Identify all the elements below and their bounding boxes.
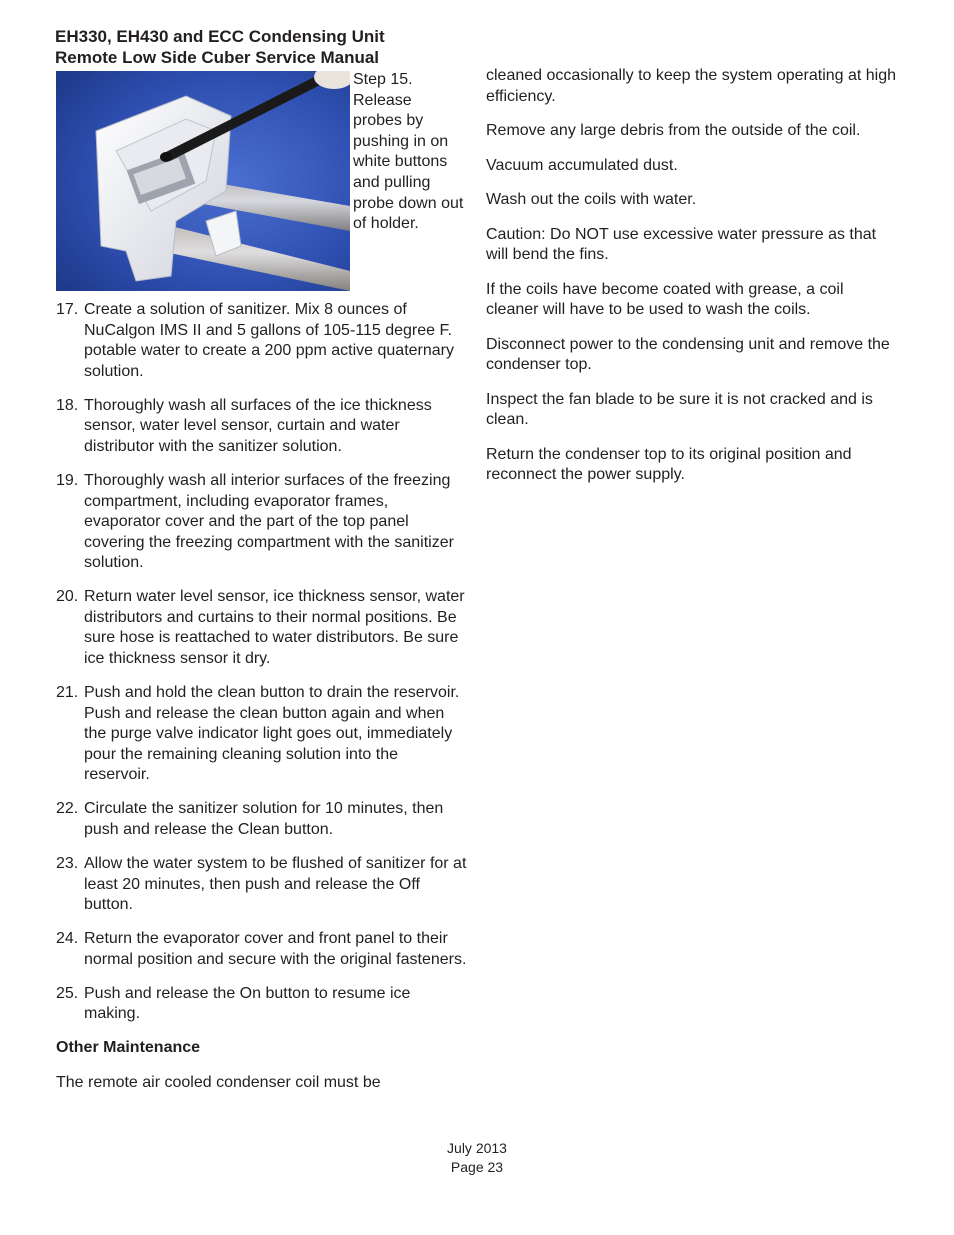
document-header [55,26,475,68]
maintenance-paragraph: Inspect the fan blade to be sure it is not cracked and is clean. [486,390,873,429]
maintenance-paragraph: Return the condenser top to its original position and reconnect the power supply. [486,445,852,484]
step-text: Return water level sensor, ice thickness sensor, water distributors and curtains to their normal positions. Be sure hose is reattached to water distributors. Be sure ice thickness sensor it dry. [84,588,465,668]
maintenance-paragraph: Remove any large debris from the outside of the coil. [486,122,861,140]
footer-date: July 2013 [447,1140,507,1156]
step-number: 19. [56,471,79,489]
maintenance-paragraph: Caution: Do NOT use excessive water pressure as that will bend the fins. [486,225,877,264]
step-item [56,396,468,458]
probe-holder-photo [56,71,350,291]
step-number: 17. [56,301,79,318]
step-text: Thoroughly wash all surfaces of the ice thickness sensor, water level sensor, curtain and water distributor with the sanitizer solution. [84,396,432,455]
maintenance-paragraph: Wash out the coils with water. [486,191,697,209]
other-maintenance-intro: The remote air cooled condenser coil must be [56,1073,381,1091]
step-number: 21. [56,684,79,702]
step-item [56,300,468,382]
other-maintenance-heading: Other Maintenance [56,1039,201,1057]
steps-list [56,300,468,1025]
step-text: Thoroughly wash all interior surfaces of the freezing compartment, including evaporator frames, evaporator cover and the part of the top panel covering the freezing compartment with the sanitizer solution. [84,471,454,572]
step-number: 23. [56,855,79,872]
maintenance-paragraph: Disconnect power to the condensing unit and remove the condenser top. [486,335,890,374]
header-title-line1: EH330, EH430 and ECC Condensing Unit [55,27,385,46]
step-text: Allow the water system to be flushed of sanitizer for at least 20 minutes, then push and release the Off button. [84,855,467,914]
step-item [56,471,468,574]
step-text: Circulate the sanitizer solution for 10 minutes, then push and release the Clean button. [84,800,444,839]
maintenance-paragraph: Vacuum accumulated dust. [486,156,678,174]
maintenance-paragraph: cleaned occasionally to keep the system operating at high efficiency. [486,67,897,105]
right-column [486,66,898,500]
step-item [56,683,468,786]
step-number: 18. [56,396,79,414]
step-number: 24. [56,930,79,948]
page-footer [0,1139,954,1177]
left-column [56,300,468,1107]
step-item [56,984,468,1025]
step-item [56,587,468,669]
footer-page-number: Page 23 [450,1159,504,1175]
step-item [56,799,468,840]
step-number: 25. [56,984,79,1002]
step-number: 20. [56,588,79,606]
step-item [56,929,468,970]
header-title-line2: Remote Low Side Cuber Service Manual [55,48,380,67]
step-text: Create a solution of sanitizer. Mix 8 ounces of NuCalgon IMS II and 5 gallons of 105-115 degree F. potable water to create a 200 ppm active quaternary solution. [84,301,454,380]
step-text: Push and hold the clean button to drain the reservoir. Push and release the clean button again and when the purge valve indicator light goes out, immediately pour the remaining cleaning solution into the reservoir. [84,684,460,784]
step-text: Push and release the On button to resume ice making. [84,984,411,1023]
step-text: Return the evaporator cover and front panel to their normal position and secure with the original fasteners. [84,930,467,968]
step-item [56,854,468,916]
step-number: 22. [56,800,79,818]
maintenance-paragraph: If the coils have become coated with grease, a coil cleaner will have to be used to wash the coils. [486,280,844,319]
photo-caption: Step 15. Release probes by pushing in on white buttons and pulling probe down out of holder. [353,71,464,233]
